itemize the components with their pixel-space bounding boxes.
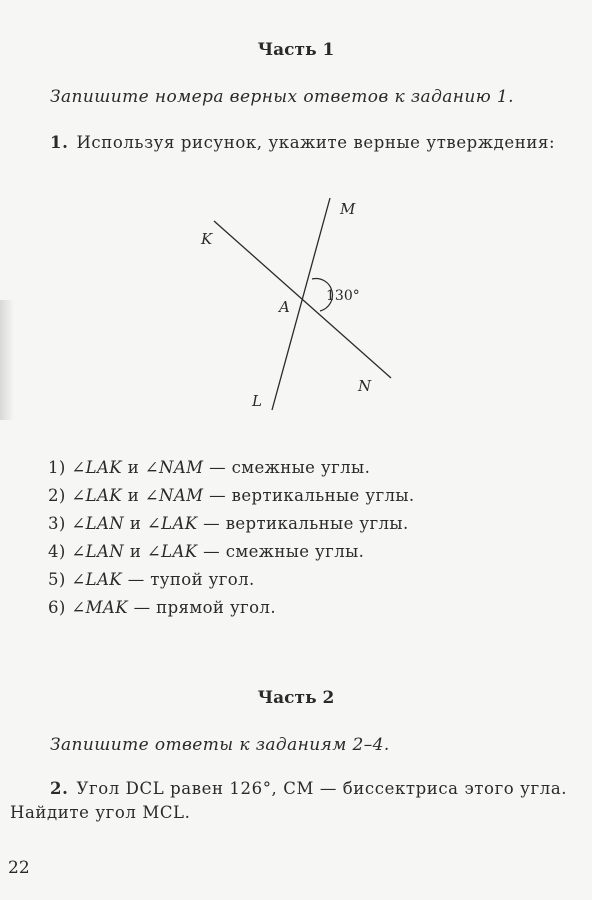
intersecting-lines-diagram (190, 190, 410, 420)
option-2-angle-a: ∠LAK (71, 486, 123, 505)
part2-instruction: Запишите ответы к заданиям 2–4. (50, 735, 390, 755)
part1-instruction: Запишите номера верных ответов к заданию 1. (50, 87, 514, 107)
task1-text: Используя рисунок, укажите верные утверждения: (76, 133, 556, 152)
task2 (10, 777, 582, 825)
label-K: K (201, 230, 213, 248)
option-4-angle-a: ∠LAN (71, 542, 125, 561)
task1-number: 1. (50, 133, 69, 152)
option-3-angle-a: ∠LAN (71, 514, 125, 533)
option-1: 1) ∠LAK и ∠NAM — смежные углы. (48, 458, 371, 477)
part1-heading: Часть 1 (257, 40, 335, 60)
task2-text: Угол DCL равен 126°, CM — биссектриса этого угла. Найдите угол MCL. (10, 779, 568, 822)
option-4: 4) ∠LAN и ∠LAK — смежные углы. (48, 542, 365, 561)
option-6: 6) ∠MAK — прямой угол. (48, 598, 276, 617)
page-edge-shadow (0, 300, 14, 420)
label-N: N (358, 377, 372, 395)
option-4-angle-b: ∠LAK (146, 542, 198, 561)
label-A: A (279, 298, 290, 316)
part2-heading: Часть 2 (257, 688, 335, 708)
task1 (10, 131, 582, 155)
option-1-angle-b: ∠NAM (144, 458, 204, 477)
option-3: 3) ∠LAN и ∠LAK — вертикальные углы. (48, 514, 409, 533)
angle-value-label: 130° (326, 288, 360, 304)
answer-options (48, 454, 415, 622)
task2-number: 2. (50, 779, 69, 798)
option-5: 5) ∠LAK — тупой угол. (48, 570, 255, 589)
geometry-figure (190, 190, 410, 420)
option-6-angle: ∠MAK (71, 598, 128, 617)
label-M: M (340, 200, 356, 218)
option-5-angle: ∠LAK (71, 570, 123, 589)
option-1-angle-a: ∠LAK (71, 458, 123, 477)
label-L: L (252, 392, 262, 410)
page-number: 22 (8, 858, 30, 878)
option-2-angle-b: ∠NAM (144, 486, 204, 505)
option-2: 2) ∠LAK и ∠NAM — вертикальные углы. (48, 486, 415, 505)
option-3-angle-b: ∠LAK (146, 514, 198, 533)
